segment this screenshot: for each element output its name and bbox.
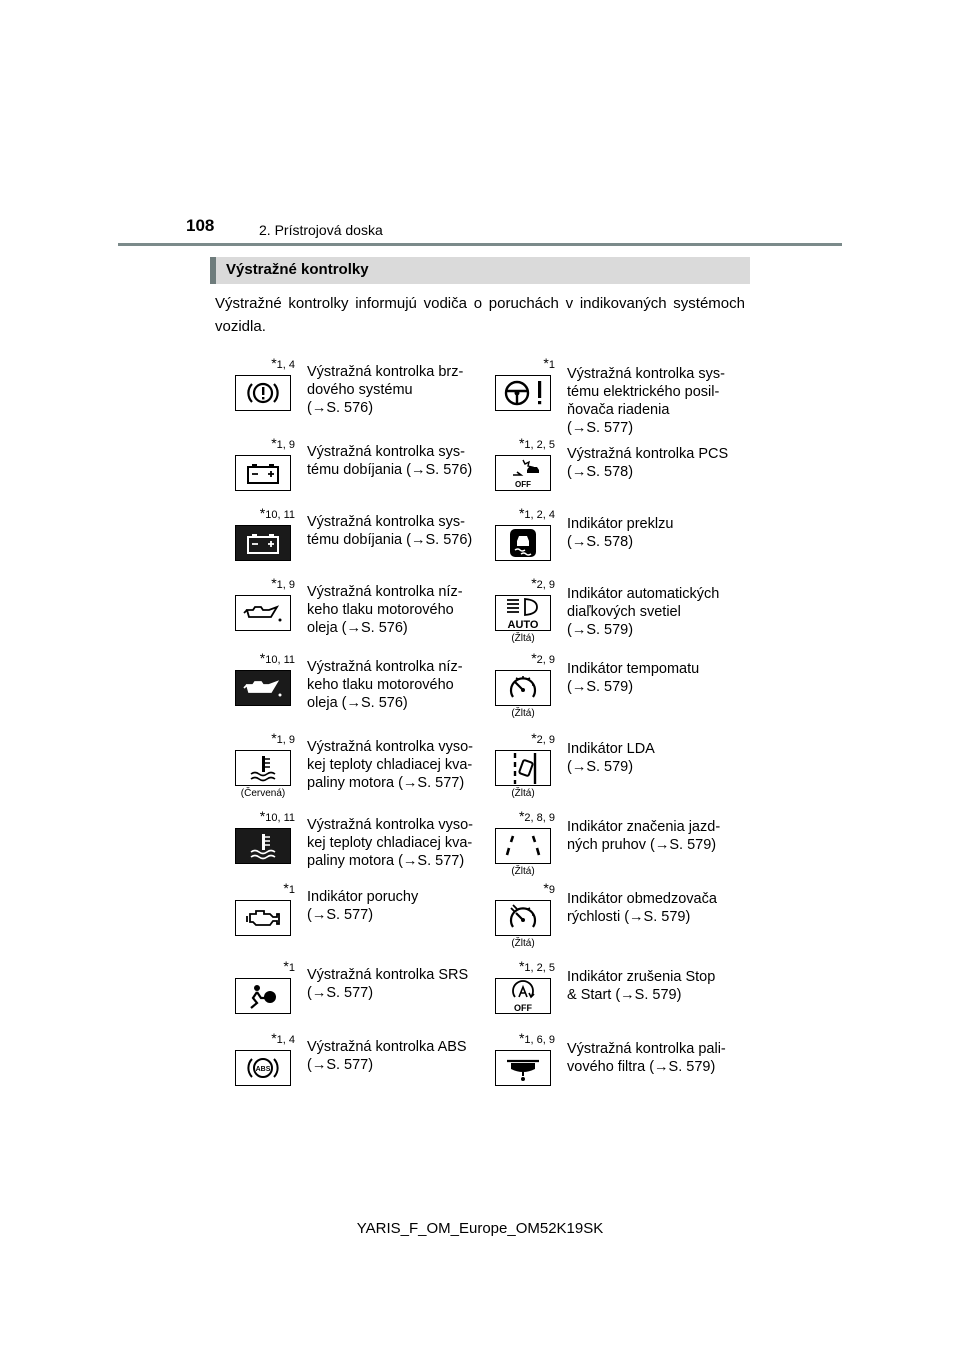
abs-icon xyxy=(243,1053,283,1083)
indicator-cell: *10, 11 Výstražná kontrolka vyso- kej teploty chladiacej kva- paliny motora (→S. 577) xyxy=(215,808,470,888)
section-title: 2. Prístrojová doska xyxy=(259,222,383,238)
pcs-off-icon xyxy=(501,457,545,489)
stop-start-off-text: OFF xyxy=(514,1003,532,1013)
document-footer: YARIS_F_OM_Europe_OM52K19SK xyxy=(356,1220,604,1237)
indicator-cell: *1 Indikátor poruchy (→S. 577) xyxy=(215,880,470,960)
battery-icon xyxy=(243,460,283,486)
indicator-label: Výstražná kontrolka vyso- kej teploty chladiacej kva- paliny motora (→S. 577) xyxy=(307,739,474,791)
indicator-cell: *1, 2, 4 Indikátor preklzu (→S. 578) xyxy=(475,505,730,585)
indicator-cell: *1 Výstražná kontrolka SRS (→S. 577) xyxy=(215,958,470,1038)
indicator-label: Výstražná kontrolka ABS (→S. 577) xyxy=(307,1039,467,1073)
color-label: (Žltá) xyxy=(511,938,535,949)
color-label: (Žltá) xyxy=(511,633,535,644)
indicator-cell: *9 (Žltá) Indikátor obmedzovača rýchlosti (→S. 579) xyxy=(475,880,730,960)
indicator-cell: *1, 2, 5 OFF Indikátor zrušenia Stop & Start (→S. 579) xyxy=(475,958,730,1038)
pcs-off-text: OFF xyxy=(515,480,531,489)
header-rule xyxy=(118,243,842,246)
indicator-cell: *2, 9 (Žltá) Indikátor tempomatu (→S. 579) xyxy=(475,650,730,730)
footnote-ref: 1 xyxy=(288,962,295,974)
footnote-ref: 9 xyxy=(548,884,555,896)
indicator-cell: *1, 9 Výstražná kontrolka sys- tému dobíjania (→S. 576) xyxy=(215,435,470,515)
footnote-ref: 1 xyxy=(548,359,555,371)
indicator-cell: *10, 11 Výstražná kontrolka sys- tému dobíjania (→S. 576) xyxy=(215,505,470,585)
coolant-temperature-icon xyxy=(243,753,283,783)
color-label: (Červená) xyxy=(240,788,286,799)
indicator-cell: *1, 9 Výstražná kontrolka níz- keho tlaku motorového oleja (→S. 576) xyxy=(215,575,470,655)
color-label: (Žltá) xyxy=(511,708,535,719)
footnote-ref: 1, 2, 4 xyxy=(524,509,555,521)
indicator-cell: *1, 6, 9 Výstražná kontrolka pali- vového filtra (→S. 579) xyxy=(475,1030,730,1110)
intro-paragraph: Výstražné kontrolky informujú vodiča o poruchách v indikovaných systémoch vozidla. xyxy=(215,295,745,335)
indicator-cell: *1, 4 ABS Výstražná kontrolka ABS (→S. 577) xyxy=(215,1030,470,1110)
footnote-ref: 10, 11 xyxy=(265,654,295,666)
footnote-ref: 1, 2, 5 xyxy=(524,962,555,974)
engine-icon xyxy=(242,904,284,932)
footnote-ref: 1, 4 xyxy=(276,1034,295,1046)
indicator-label: Indikátor značenia jazd- ných pruhov (→S. 579) xyxy=(567,819,721,853)
indicator-cell: *10, 11 Výstražná kontrolka níz- keho tlaku motorového oleja (→S. 576) xyxy=(215,650,470,730)
footnote-ref: 1, 9 xyxy=(276,439,295,451)
coolant-temperature-icon xyxy=(243,831,283,861)
cruise-control-icon xyxy=(503,672,543,704)
brake-icon xyxy=(243,378,283,408)
indicator-cell: *2, 9 (Žltá) Indikátor LDA (→S. 579) xyxy=(475,730,730,810)
heading-title: Výstražné kontrolky xyxy=(226,261,369,278)
auto-text: AUTO xyxy=(507,619,539,630)
indicator-cell: *1, 4 Výstražná kontrolka brz- dového systému (→S. 576) xyxy=(215,355,470,435)
oil-can-icon xyxy=(241,600,285,626)
footnote-ref: 1, 6, 9 xyxy=(524,1034,555,1046)
footnote-ref: 2, 8, 9 xyxy=(524,812,555,824)
indicator-label: Výstražná kontrolka sys- tému dobíjania (→S. 576) xyxy=(307,514,473,548)
steering-wheel-icon xyxy=(499,377,547,409)
indicator-label: Výstražná kontrolka sys- tému dobíjania (→S. 576) xyxy=(307,444,473,478)
indicator-cell: *1, 2, 5 OFF Výstražná kontrolka PCS (→S. 578) xyxy=(475,435,730,515)
indicator-label: Výstražná kontrolka sys- tému elektrického posil- ňovača riadenia (→S. 577) xyxy=(567,366,725,436)
indicator-label: Indikátor poruchy (→S. 577) xyxy=(307,889,419,923)
footnote-ref: 1 xyxy=(288,884,295,896)
fuel-filter-icon xyxy=(501,1052,545,1084)
footnote-ref: 2, 9 xyxy=(536,734,555,746)
indicator-label: Výstražná kontrolka níz- keho tlaku motorového oleja (→S. 576) xyxy=(307,659,463,711)
lane-marking-icon xyxy=(499,830,547,862)
indicator-label: Indikátor preklzu (→S. 578) xyxy=(567,516,674,550)
indicator-label: Výstražná kontrolka brz- dového systému (→S. 576) xyxy=(307,364,464,416)
auto-high-beam-icon xyxy=(499,596,547,630)
footnote-ref: 1, 9 xyxy=(276,734,295,746)
indicator-cell: *2, 8, 9 (Žltá) Indikátor značenia jazd- ných pruhov (→S. 579) xyxy=(475,808,730,888)
footnote-ref: 10, 11 xyxy=(265,509,295,521)
footnote-ref: 10, 11 xyxy=(265,812,295,824)
indicator-label: Výstražná kontrolka SRS (→S. 577) xyxy=(307,967,469,1001)
color-label: (Žltá) xyxy=(511,788,535,799)
indicator-label: Indikátor LDA (→S. 579) xyxy=(567,741,655,775)
footnote-ref: 2, 9 xyxy=(536,654,555,666)
footnote-ref: 2, 9 xyxy=(536,579,555,591)
indicator-label: Výstražná kontrolka pali- vového filtra (→S. 579) xyxy=(567,1041,726,1075)
indicator-cell: *2, 9 AUTO (Žltá) Indikátor automatických diaľkových svetiel (→S. 579) xyxy=(475,575,730,655)
indicator-cell: *1 Výstražná kontrolka sys- tému elektrického posil- ňovača riadenia (→S. 577) xyxy=(475,355,730,435)
page-number: 108 xyxy=(186,216,215,235)
stop-start-off-icon xyxy=(503,979,543,1013)
indicator-label: Indikátor automatických diaľkových svetiel (→S. 579) xyxy=(567,586,720,638)
indicator-label: Výstražná kontrolka vyso- kej teploty chladiacej kva- paliny motora (→S. 577) xyxy=(307,817,474,869)
indicator-label: Indikátor tempomatu (→S. 579) xyxy=(567,661,700,695)
slip-indicator-icon xyxy=(503,527,543,559)
footnote-ref: 1, 9 xyxy=(276,579,295,591)
svg-text:ABS: ABS xyxy=(255,1066,271,1073)
color-label: (Žltá) xyxy=(511,866,535,877)
indicator-label: Výstražná kontrolka níz- keho tlaku motorového oleja (→S. 576) xyxy=(307,584,463,636)
speed-limiter-icon xyxy=(503,902,543,934)
indicator-label: Indikátor zrušenia Stop & Start (→S. 579) xyxy=(567,969,716,1003)
footnote-ref: 1, 2, 5 xyxy=(524,439,555,451)
footnote-ref: 1, 4 xyxy=(276,359,295,371)
heading-bar xyxy=(210,257,750,284)
indicator-label: Výstražná kontrolka PCS (→S. 578) xyxy=(567,446,729,480)
lda-icon xyxy=(503,751,543,785)
indicator-label: Indikátor obmedzovača rýchlosti (→S. 579) xyxy=(567,891,717,925)
battery-icon xyxy=(243,530,283,556)
airbag-icon xyxy=(243,981,283,1011)
indicator-cell: *1, 9 (Červená) Výstražná kontrolka vyso- kej teploty chladiacej kva- paliny motora (→S. 577) xyxy=(215,730,470,810)
oil-can-icon xyxy=(241,675,285,701)
